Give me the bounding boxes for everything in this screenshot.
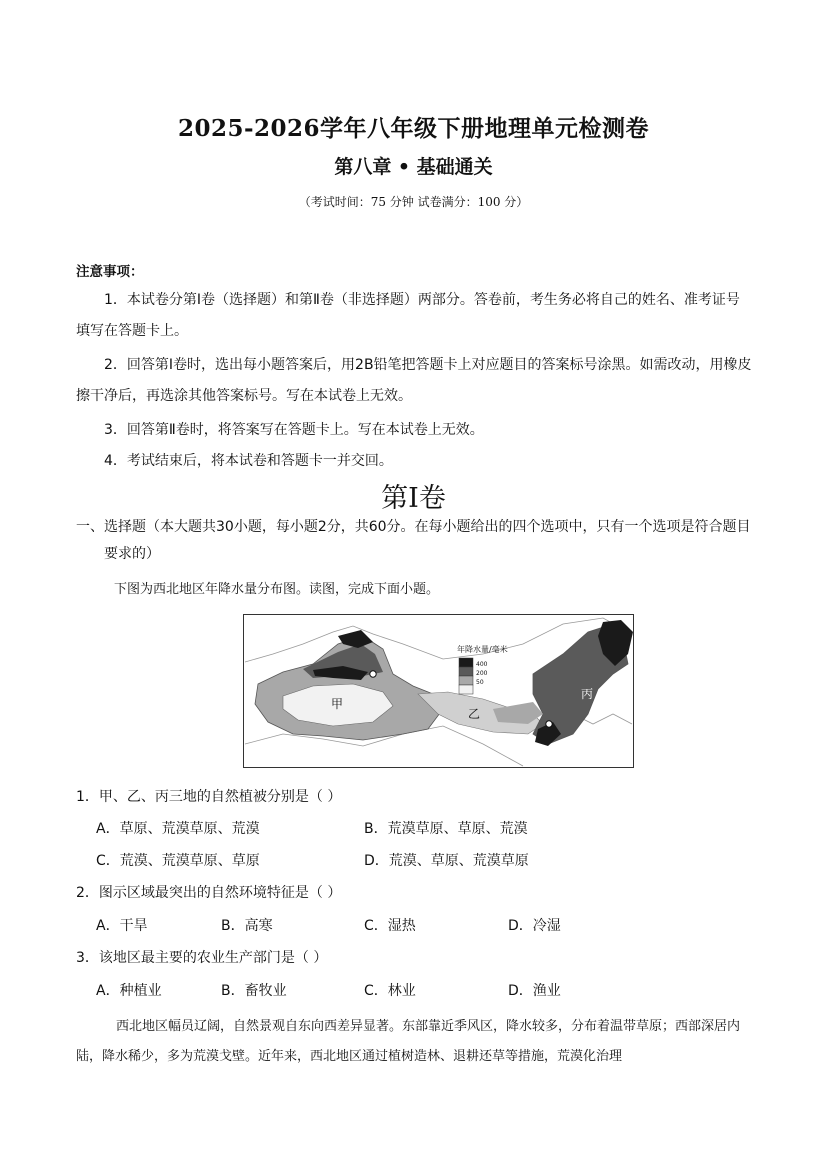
question-1-option-d: D．荒漠、草原、荒漠草原 <box>364 853 529 869</box>
question-3-stem: 3．该地区最主要的农业生产部门是（ ） <box>76 950 328 966</box>
notice-item-2 <box>76 350 752 412</box>
question-2-option-d: D．冷湿 <box>508 918 561 934</box>
reading-passage <box>76 1012 756 1072</box>
reading-passage-text: 西北地区幅员辽阔，自然景观自东向西差异显著。东部靠近季风区，降水较多，分布着温带草原；西部深居内陆，降水稀少，多为荒漠戈壁。近年来，西北地区通过植树造林、退耕还草等措施，荒漠化治理 <box>76 1019 741 1064</box>
question-3-option-d: D．渔业 <box>508 983 561 999</box>
question-1-option-b: B．荒漠草原、草原、荒漠 <box>364 821 528 837</box>
city-marker-east <box>546 721 552 727</box>
question-1-option-c: C．荒漠、荒漠草原、草原 <box>96 853 260 869</box>
notice-item-2-text: 2．回答第Ⅰ卷时，选出每小题答案后，用2B铅笔把答题卡上对应题目的答案标号涂黑。如需改动，用橡皮擦干净后，再选涂其他答案标号。写在本试卷上无效。 <box>76 357 752 404</box>
legend-swatch-low <box>459 685 473 694</box>
legend-label-50: 50 <box>476 679 484 686</box>
question-2-option-c: C．湿热 <box>364 918 416 934</box>
question-3-option-a: A．种植业 <box>96 983 162 999</box>
question-3-option-c: C．林业 <box>364 983 416 999</box>
exam-info: （考试时间：75 分钟 试卷满分：100 分） <box>298 195 529 209</box>
question-2-option-a: A．干旱 <box>96 918 148 934</box>
notice-label: 注意事项： <box>76 264 144 280</box>
precipitation-map-svg <box>243 614 634 768</box>
legend-label-400: 400 <box>476 661 488 668</box>
page-title: 2025-2026学年八年级下册地理单元检测卷 <box>177 115 650 142</box>
notice-item-4-text: 4．考试结束后，将本试卷和答题卡一并交回。 <box>104 453 393 469</box>
legend-swatch-400 <box>459 658 473 667</box>
question-1-stem: 1．甲、乙、丙三地的自然植被分别是（ ） <box>76 789 342 805</box>
question-1-option-a: A．草原、荒漠草原、荒漠 <box>96 821 260 837</box>
notice-item-1-text: 1．本试卷分第Ⅰ卷（选择题）和第Ⅱ卷（非选择题）两部分。答卷前，考生务必将自己的姓名、准考证号填写在答题卡上。 <box>76 292 740 339</box>
page-subtitle: 第八章 • 基础通关 <box>334 156 493 178</box>
question-2-option-b: B．高寒 <box>221 918 273 934</box>
legend-swatch-50 <box>459 676 473 685</box>
question-3-option-b: B．畜牧业 <box>221 983 287 999</box>
question-2-stem: 2．图示区域最突出的自然环境特征是（ ） <box>76 885 342 901</box>
legend-title: 年降水量/毫米 <box>457 645 508 654</box>
section-intro: 下图为西北地区年降水量分布图。读图，完成下面小题。 <box>114 582 440 597</box>
notice-item-4 <box>76 446 752 477</box>
legend-swatch-200 <box>459 667 473 676</box>
section-heading <box>76 514 756 568</box>
notice-item-1 <box>76 285 752 347</box>
section-heading-text: 一、选择题（本大题共30小题，每小题2分，共60分。在每小题给出的四个选项中，只有一个选项是符合题目要求的） <box>76 519 751 562</box>
precipitation-map <box>243 614 634 768</box>
label-bing: 丙 <box>581 687 594 701</box>
notice-item-3-text: 3．回答第Ⅱ卷时，将答案写在答题卡上。写在本试卷上无效。 <box>104 422 484 438</box>
label-yi: 乙 <box>468 707 481 721</box>
legend-label-200: 200 <box>476 670 488 677</box>
label-jia: 甲 <box>331 697 344 711</box>
city-marker-west <box>370 671 376 677</box>
notice-item-3 <box>76 415 752 446</box>
volume-title: 第Ⅰ卷 <box>381 483 446 514</box>
